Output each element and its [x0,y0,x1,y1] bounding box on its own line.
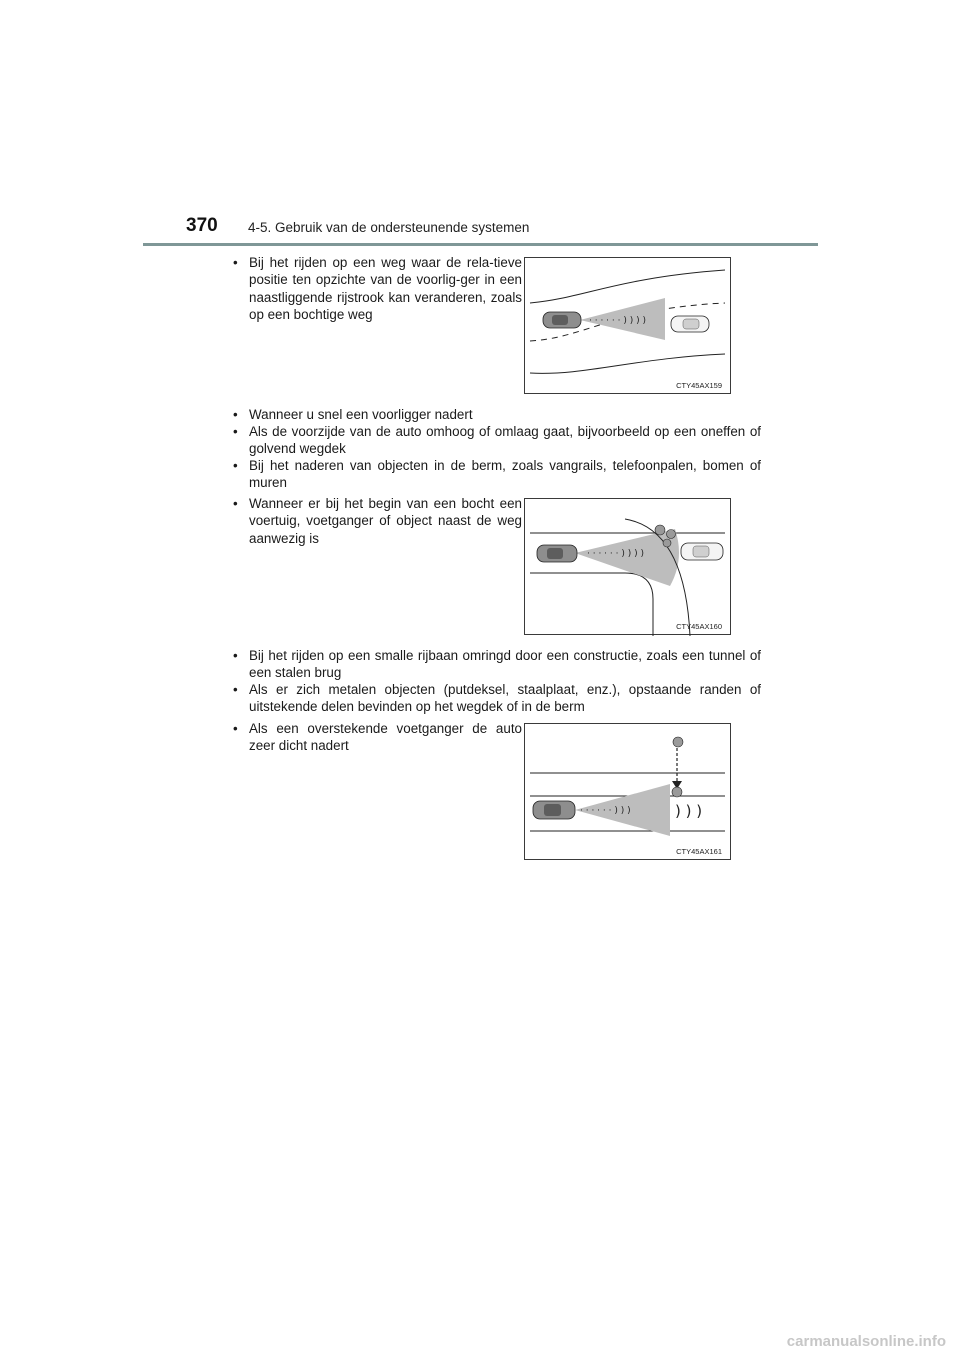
figure-code: CTY45AX161 [676,847,722,856]
bullet-fast-approach: • Wanneer u snel een voorligger nadert [233,406,761,423]
svg-text:· · · · · · ) ) ) ): · · · · · · ) ) ) ) [587,549,644,559]
bullet-curve-start: • Wanneer er bij het begin van een bocht een voertuig, voetganger of object naast de weg aanwezig is [233,495,522,547]
car-icon [537,545,577,562]
bullet-narrow-lane: • Bij het rijden op een smalle rijbaan omringd door een constructie, zoals een tunnel of een stalen brug [233,647,761,682]
section-title: 4-5. Gebruik van de ondersteunende systemen [248,220,530,235]
svg-text:· · · · · · ) ) ): · · · · · · ) ) ) [580,806,631,816]
svg-text:· · · · · · ) ) ) ): · · · · · · ) ) ) ) [589,316,646,326]
bullet-curvy-road: • Bij het rijden op een weg waar de rela-tieve positie ten opzichte van de voorlig-ger in een naastliggende rijstrook kan veranderen, zoals op een bochtige weg [233,254,522,324]
car-icon [533,801,575,819]
page-number: 370 [186,215,218,236]
figure-curve-start [524,498,731,635]
figure-crossing-pedestrian [524,723,731,860]
bullet-roadside-objects: • Bij het naderen van objecten in de berm, zoals vangrails, telefoonpalen, bomen of muren [233,457,761,492]
bullet-metal-objects: • Als er zich metalen objecten (putdeksel, staalplaat, enz.), opstaande randen of uitstekende delen bevinden op het wegdek of in de berm [233,681,761,716]
preceding-car-icon [681,543,723,560]
preceding-car-icon [671,316,709,332]
bullet-uneven-road: • Als de voorzijde van de auto omhoog of omlaag gaat, bijvoorbeeld op een oneffen of golvend wegdek [233,423,761,458]
figure-code: CTY45AX159 [676,381,722,390]
car-icon [543,312,581,328]
svg-text:) ) ): ) ) ) [675,802,703,820]
header-divider [143,243,818,246]
watermark: carmanualsonline.info [786,1333,946,1350]
figure-curvy-road [524,257,731,394]
pedestrian-icon [672,737,683,797]
figure-code: CTY45AX160 [676,622,722,631]
bullet-crossing-pedestrian: • Als een overstekende voetganger de auto zeer dicht nadert [233,720,522,755]
